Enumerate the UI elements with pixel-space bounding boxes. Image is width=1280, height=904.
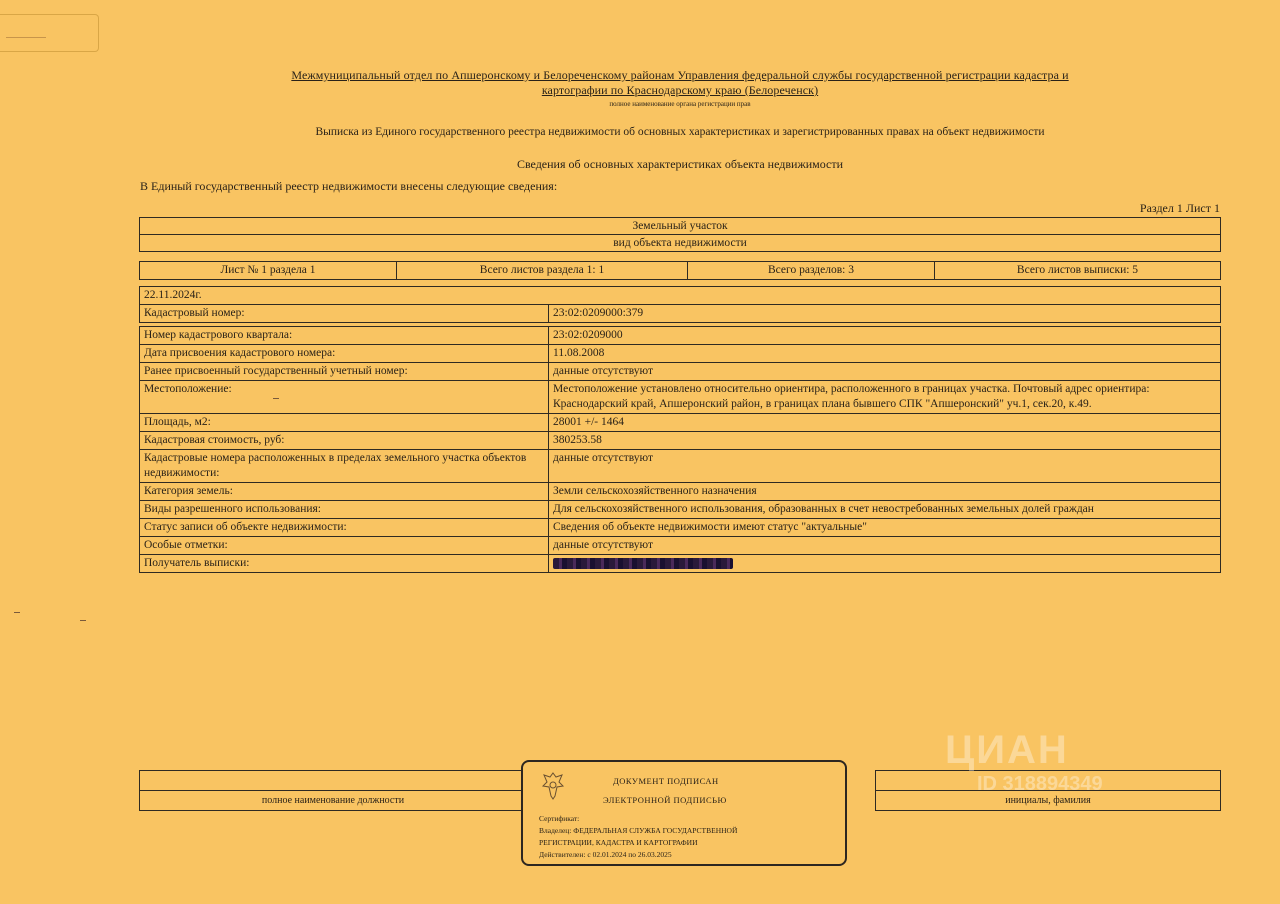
organization-line-2: картографии по Краснодарскому краю (Белореченск) <box>541 83 819 97</box>
row-label: Кадастровые номера расположенных в пределах земельного участка объектов недвижимости: <box>140 450 549 483</box>
electronic-signature-stamp <box>521 760 847 866</box>
row-label: Местоположение: <box>140 381 549 414</box>
eagle-emblem-icon <box>541 770 565 800</box>
section-sheets-total: Всего листов раздела 1: 1 <box>397 262 688 280</box>
margin-tick <box>80 620 86 621</box>
row-label: Категория земель: <box>140 483 549 501</box>
row-value: 28001 +/- 1464 <box>549 414 1221 432</box>
object-type-caption: вид объекта недвижимости <box>140 235 1221 252</box>
row-value: 11.08.2008 <box>549 345 1221 363</box>
corner-mark <box>0 14 99 52</box>
position-field <box>140 771 527 791</box>
table-row <box>140 432 1221 450</box>
extract-sheets-total: Всего листов выписки: 5 <box>935 262 1221 280</box>
sections-total: Всего разделов: 3 <box>688 262 935 280</box>
object-type: Земельный участок <box>140 218 1221 235</box>
table-row <box>140 381 1221 414</box>
table-row <box>140 519 1221 537</box>
extract-title: Выписка из Единого государственного реестра недвижимости об основных характеристиках и зарегистрированных правах на объект недвижимости <box>315 126 1045 138</box>
object-type-table <box>139 217 1221 252</box>
row-label: Ранее присвоенный государственный учетный номер: <box>140 363 549 381</box>
margin-tick <box>273 398 279 399</box>
table-row <box>140 363 1221 381</box>
row-label: Площадь, м2: <box>140 414 549 432</box>
table-row <box>140 501 1221 519</box>
row-label: Виды разрешенного использования: <box>140 501 549 519</box>
row-value: 23:02:0209000 <box>549 327 1221 345</box>
stamp-subtitle: ЭЛЕКТРОННОЙ ПОДПИСЬЮ <box>603 795 727 805</box>
section-title: Сведения об основных характеристиках объекта недвижимости <box>516 157 844 171</box>
row-value: Местоположение установлено относительно ориентира, расположенного в границах участка. Почтовый адрес ориентира: Краснодарский край, Апшеронский район, в границах плана бывшего СПК "Апшеронский" уч.1, сек.20, к.49. <box>549 381 1221 414</box>
row-value: Земли сельскохозяйственного назначения <box>549 483 1221 501</box>
row-label: Дата присвоения кадастрового номера: <box>140 345 549 363</box>
stamp-certificate: Сертификат: <box>539 814 580 823</box>
redacted-recipient <box>553 558 733 569</box>
table-row <box>140 450 1221 483</box>
table-row <box>140 327 1221 345</box>
row-label: Статус записи об объекте недвижимости: <box>140 519 549 537</box>
stamp-title: ДОКУМЕНТ ПОДПИСАН <box>613 776 719 786</box>
watermark-brand: ЦИАН <box>945 728 1069 772</box>
table-row <box>140 414 1221 432</box>
sheet-label: Раздел 1 Лист 1 <box>1139 201 1220 215</box>
intro-text: В Единый государственный реестр недвижимости внесены следующие сведения: <box>140 179 558 193</box>
cadastral-number-value: 23:02:0209000:379 <box>549 305 1221 323</box>
table-row <box>140 345 1221 363</box>
table-row <box>140 483 1221 501</box>
row-label: Получатель выписки: <box>140 555 549 573</box>
cadastral-number-label: Кадастровый номер: <box>140 305 549 323</box>
table-row <box>140 537 1221 555</box>
sheet-info-table <box>139 261 1221 280</box>
table-row <box>140 555 1221 573</box>
recipient-value <box>549 555 1221 573</box>
cian-watermark <box>945 728 1103 796</box>
row-label: Номер кадастрового квартала: <box>140 327 549 345</box>
watermark-id: ID 318894349 <box>977 773 1103 795</box>
name-caption: инициалы, фамилия <box>876 791 1221 811</box>
row-value: 380253.58 <box>549 432 1221 450</box>
stamp-validity: Действителен: с 02.01.2024 по 26.03.2025 <box>539 850 672 859</box>
row-value: Сведения об объекте недвижимости имеют статус "актуальные" <box>549 519 1221 537</box>
row-label: Кадастровая стоимость, руб: <box>140 432 549 450</box>
organization-name <box>140 68 1220 98</box>
extract-date: 22.11.2024г. <box>140 287 1221 305</box>
stamp-owner: Владелец: ФЕДЕРАЛЬНАЯ СЛУЖБА ГОСУДАРСТВЕННОЙ <box>539 826 738 835</box>
sheet-number: Лист № 1 раздела 1 <box>140 262 397 280</box>
stamp-owner-cont: РЕГИСТРАЦИИ, КАДАСТРА И КАРТОГРАФИИ <box>539 838 698 847</box>
organization-caption: полное наименование органа регистрации прав <box>609 100 751 108</box>
position-caption: полное наименование должности <box>140 791 527 811</box>
row-label: Особые отметки: <box>140 537 549 555</box>
row-value: Для сельскохозяйственного использования, образованных в счет невостребованных земельных долей граждан <box>549 501 1221 519</box>
row-value: данные отсутствуют <box>549 450 1221 483</box>
row-value: данные отсутствуют <box>549 537 1221 555</box>
organization-line-1: Межмуниципальный отдел по Апшеронскому и Белореченскому районам Управления федеральной службы государственной регистрации кадастра и <box>291 68 1069 82</box>
row-value: данные отсутствуют <box>549 363 1221 381</box>
characteristics-table <box>139 286 1221 573</box>
margin-tick <box>14 612 20 613</box>
